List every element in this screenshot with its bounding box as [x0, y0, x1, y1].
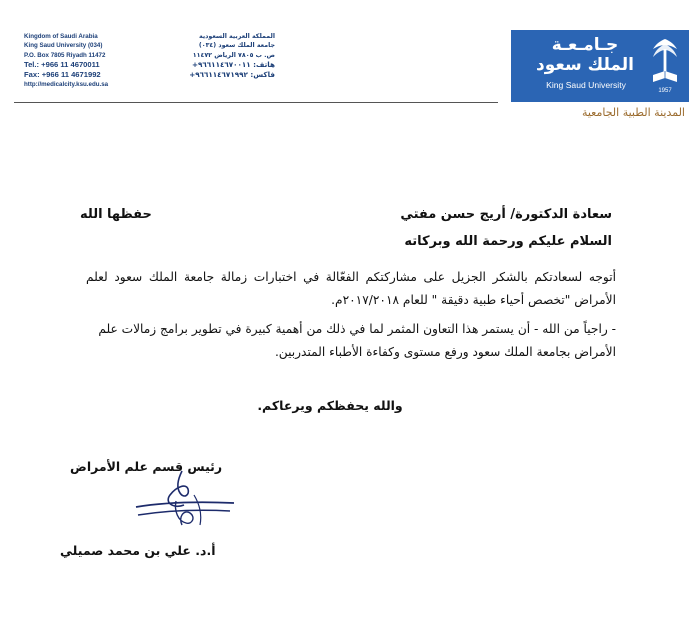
closing-line: والله يحفظكم ويرعاكم.: [257, 398, 403, 413]
logo-arabic-line1: جـامـعـة: [551, 35, 619, 55]
handwritten-signature: [130, 465, 240, 535]
paragraph-thanks: أتوجه لسعادتكم بالشكر الجزيل على مشاركتكم الفعّالة في اختبارات زمالة جامعة الملك سعود لعلم الأمراض "تخصص أحياء طبية دقيقة " للعام ٢٠١٧/٢٠١٨م.: [86, 270, 616, 307]
header-ar-line-country: المملكة العربية السعودية: [199, 33, 275, 40]
header-divider: [14, 102, 498, 103]
header-en-line-fax: Fax: +966 11 4671992: [24, 70, 101, 80]
logo-arabic-line2: الملك سعود: [536, 55, 634, 75]
header-ar-line-tel: هاتف: ٩٦٦١١٤٦٧٠٠١١+: [191, 60, 275, 70]
header-en-line-country: Kingdom of Saudi Arabia: [24, 33, 98, 40]
palm-emblem-icon: [648, 35, 682, 95]
sub-unit-name: المدينة الطبية الجامعية: [581, 106, 685, 119]
blessing: حفظها الله: [80, 207, 152, 222]
greeting: السلام عليكم ورحمة الله وبركاته: [404, 234, 612, 249]
header-en-line-pobox: P.O. Box 7805 Riyadh 11472: [24, 51, 106, 59]
header-arabic-block: [150, 32, 275, 80]
addressee: سعادة الدكتورة/ أريج حسن مفتي: [400, 207, 612, 222]
logo-english-text: King Saud University: [546, 80, 626, 90]
header-ar-line-fax: فاكس: ٩٦٦١١٤٦٧١٩٩٢+: [189, 70, 275, 80]
header-en-line-website[interactable]: http://medicalcity.ksu.edu.sa: [24, 81, 109, 89]
header-ar-line-university: جامعة الملك سعود (٠٣٤): [198, 42, 275, 50]
logo-arabic-text: [525, 35, 645, 75]
header-ar-line-pobox: ص. ب ٧٨٠٥ الرياض ١١٤٧٢: [192, 51, 275, 59]
signer-name: أ.د. علي بن محمد صميلي: [60, 543, 216, 558]
paragraph-hope: - راجياً من الله - أن يستمر هذا التعاون المثمر لما في ذلك من أهمية كبيرة في تطوير برامج زمالات علم الأمراض بجامعة الملك سعود ورفع مستوى وكفاءة الأطباء المتدربين.: [98, 322, 616, 359]
emblem-year: 1957: [658, 88, 672, 94]
signer-title: رئيس قسم علم الأمراض: [70, 459, 223, 474]
header-en-line-tel: Tel.: +966 11 4670011: [24, 60, 100, 70]
university-logo: [511, 30, 689, 102]
header-english-block: [24, 32, 149, 90]
header-en-line-university: King Saud University (034): [24, 42, 103, 50]
